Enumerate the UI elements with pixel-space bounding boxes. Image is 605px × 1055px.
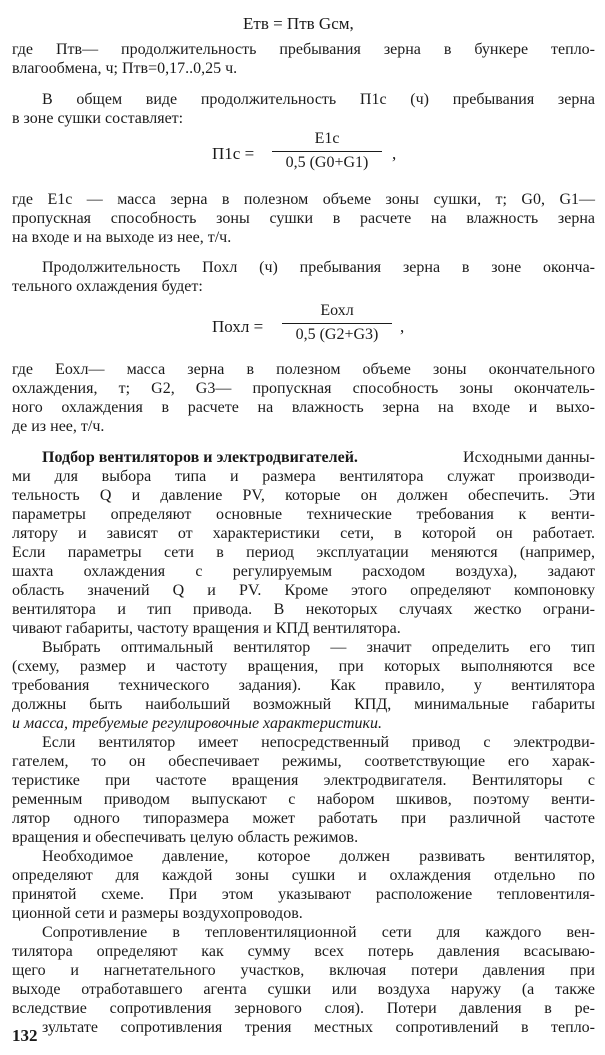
text-line: лятор одного типоразмера может работать при различной частоте (12, 810, 595, 827)
text-line: ременным приводом выпускают с набором шкивов, поэтому венти- (12, 791, 595, 808)
text-line: Необходимое давление, которое должен развивать вентилятор, (42, 848, 595, 865)
fraction-bar (282, 323, 392, 324)
text-line: тельного охлаждения будет: (12, 278, 203, 295)
text-line: область значений Q и PV. Кроме этого определяют компоновку (12, 582, 595, 599)
text-line: гателем, то он обеспечивает режимы, соответствующие его харак- (12, 753, 595, 770)
text-line: где Птв— продолжительность пребывания зерна в бункере тепло- (12, 41, 595, 58)
text-line: лятору и зависят от характеристики сети, в которой он работает. (12, 525, 595, 542)
text-line: параметры определяют основные технические требования к венти- (12, 506, 595, 523)
text-line: где Eохл— масса зерна в полезном объеме зоны окончательного (12, 361, 595, 378)
text-line: требования технического задания). Как правило, у вентилятора (12, 677, 595, 694)
text-line: Сопротивление в тепловентиляционной сети для каждого вен- (42, 924, 595, 941)
text-line: пропускная способность зоны сушки в расчете на влажность зерна (12, 210, 595, 227)
text-line: ми для выбора типа и размера вентилятора служат производи- (12, 468, 595, 485)
text-line: де из нее, т/ч. (12, 418, 105, 435)
text-line: Продолжительность Похл (ч) пребывания зерна в зоне оконча- (42, 259, 595, 276)
formula-denominator: 0,5 (G0+G1) (285, 154, 369, 171)
text-line: ционной сети и размеры воздухопроводов. (12, 905, 303, 922)
formula-tail: , (392, 144, 397, 163)
text-line: щего и нагнетательного участков, включая потери давления при (12, 962, 595, 979)
section-heading: Подбор вентиляторов и электродвигателей. (42, 449, 358, 466)
text-line: определяют для каждой зоны сушки и охлаждения отдельно по (12, 867, 595, 884)
text-line: тельность Q и давление PV, которые он должен обеспечить. Эти (12, 487, 595, 504)
text-line: (схему, размер и частоту вращения, при которых выполняются все (12, 658, 595, 675)
formula-lhs: П1с = (212, 144, 255, 163)
fraction-bar (272, 151, 382, 152)
formula-top: Eтв = Птв Gсм, (243, 14, 354, 33)
text-line: принятой схеме. При этом указывают расположение тепловентиля- (12, 886, 595, 903)
section-first-line (42, 448, 595, 467)
text-line: тилятора определяют как сумму всех потерь давления всасываю- (12, 943, 595, 960)
text-line: вентилятора и тип привода. В некоторых случаях жестко ограни- (12, 601, 595, 618)
text-line: В общем виде продолжительность П1с (ч) пребывания зерна (42, 91, 595, 108)
text-line: охлаждения, т; G2, G3— пропускная способность зоны окончатель- (12, 380, 595, 397)
text-run: Исходными данны- (463, 449, 595, 466)
text-line: Выбрать оптимальный вентилятор — значит определить его тип (42, 639, 595, 656)
page-number: 132 (12, 1026, 38, 1045)
formula-numerator: E1с (314, 130, 340, 147)
text-line: в зоне сушки составляет: (12, 110, 184, 127)
text-line: где E1с — масса зерна в полезном объеме зоны сушки, т; G0, G1— (12, 191, 595, 208)
text-line: чивают габариты, частоту вращения и КПД вентилятора. (12, 620, 401, 637)
text-line: шахта охлаждения с регулируемым расходом воздуха), задают (12, 563, 595, 580)
text-line: зультате сопротивления трения местных сопротивлений в тепло- (42, 1019, 595, 1036)
formula-tail: , (400, 317, 405, 336)
text-line: вследствие сопротивления зернового слоя). Потери давления в ре- (12, 1000, 595, 1017)
text-line: вращения и обеспечивать целую область режимов. (12, 829, 359, 846)
text-line: выходе отработавшего агента сушки или воздуха наружу (а также (12, 981, 595, 998)
text-line: должны быть наибольший возможный КПД, минимальные габариты (12, 696, 595, 713)
text-line: теристике при частоте вращения электродвигателя. Вентиляторы с (12, 772, 595, 789)
text-line: ного охлаждения в расчете на влажность зерна на входе и выхо- (12, 399, 595, 416)
text-line: влагообмена, ч; Птв=0,17..0,25 ч. (12, 60, 238, 77)
formula-numerator: Eохл (320, 302, 354, 319)
text-line: и масса, требуемые регулировочные характеристики. (12, 715, 383, 732)
formula-denominator: 0,5 (G2+G3) (295, 326, 379, 343)
text-line: Если параметры сети в период эксплуатации меняются (например, (12, 544, 595, 561)
text-line: на входе и на выходе из нее, т/ч. (12, 229, 232, 246)
text-line: Если вентилятор имеет непосредственный привод с электродви- (42, 734, 595, 751)
formula-lhs: Похл = (212, 317, 264, 336)
